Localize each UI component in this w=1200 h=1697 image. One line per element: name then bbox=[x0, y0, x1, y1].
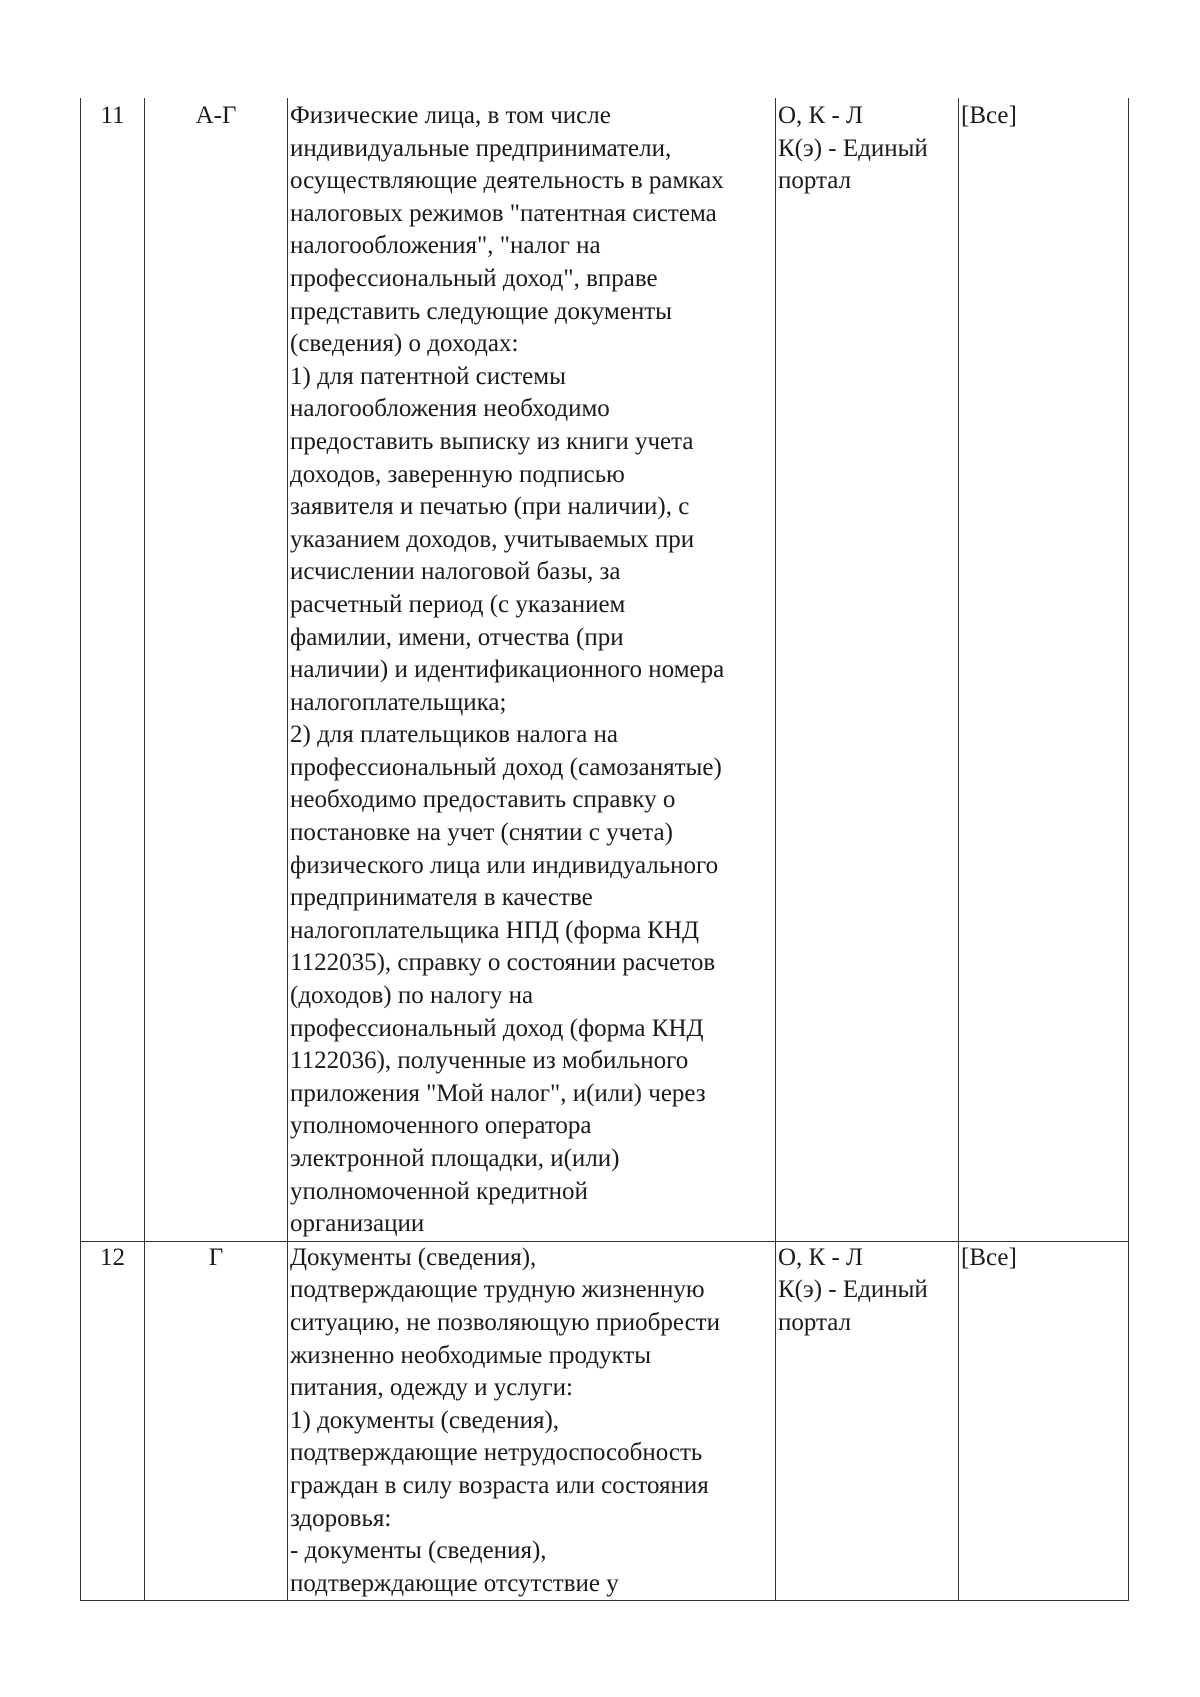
description-line: профессиональный доход (форма КНД bbox=[290, 1014, 704, 1042]
description-line: постановке на учет (снятии с учета) bbox=[290, 819, 673, 847]
description-line: 1122036), полученные из мобильного bbox=[290, 1047, 689, 1075]
submission-form-line: О, К - Л bbox=[778, 102, 864, 129]
applicability-cell bbox=[959, 1241, 1129, 1601]
row-number-cell bbox=[81, 98, 145, 1241]
description-line: электронной площадки, и(или) bbox=[290, 1145, 620, 1172]
category-cell bbox=[145, 98, 288, 1241]
table-row bbox=[81, 98, 1129, 1241]
description-line: налоговых режимов "патентная система bbox=[290, 199, 717, 227]
description-line: налогообложения", "налог на bbox=[290, 232, 601, 260]
description-line: уполномоченного оператора bbox=[290, 1112, 592, 1140]
description-line: (доходов) по налогу на bbox=[290, 982, 534, 1010]
description-line: (сведения) о доходах: bbox=[290, 330, 519, 358]
table-row bbox=[81, 1241, 1129, 1601]
submission-form-line: портал bbox=[778, 1308, 852, 1336]
description-line: - документы (сведения), bbox=[290, 1537, 547, 1565]
description-line: подтверждающие нетрудоспособность bbox=[290, 1439, 703, 1467]
applicability-value: [Все] bbox=[961, 1243, 1017, 1271]
description-line: фамилии, имени, отчества (при bbox=[290, 623, 624, 651]
documents-table bbox=[80, 98, 1129, 1601]
submission-form-line: К(э) - Единый bbox=[778, 134, 928, 162]
description-cell bbox=[288, 1241, 776, 1601]
description-line: индивидуальные предприниматели, bbox=[290, 134, 672, 162]
description-line: подтверждающие отсутствие у bbox=[290, 1569, 619, 1597]
applicability-cell bbox=[959, 98, 1129, 1241]
submission-form-line: портал bbox=[778, 167, 852, 195]
description-line: граждан в силу возраста или состояния bbox=[290, 1471, 709, 1499]
category-code: Г bbox=[208, 1243, 224, 1271]
description-line: налогоплательщика НПД (форма КНД bbox=[290, 916, 700, 944]
description-line: налогоплательщика; bbox=[290, 688, 507, 716]
description-line: расчетный период (с указанием bbox=[290, 590, 626, 618]
description-line: необходимо предоставить справку о bbox=[290, 786, 676, 814]
description-line: 1122035), справку о состоянии расчетов bbox=[290, 949, 716, 977]
submission-form-cell bbox=[776, 98, 959, 1241]
description-line: налогообложения необходимо bbox=[290, 395, 610, 423]
description-line: физического лица или индивидуального bbox=[290, 851, 719, 879]
submission-form-cell bbox=[776, 1241, 959, 1601]
description-line: наличии) и идентификационного номера bbox=[290, 656, 725, 684]
description-line: профессиональный доход (самозанятые) bbox=[290, 753, 722, 781]
description-line: организации bbox=[290, 1210, 425, 1238]
description-line: исчислении налоговой базы, за bbox=[290, 558, 621, 586]
row-number-cell bbox=[81, 1241, 145, 1601]
description-line: профессиональный доход", вправе bbox=[290, 264, 658, 292]
description-line: осуществляющие деятельность в рамках bbox=[290, 167, 724, 195]
description-line: 1) документы (сведения), bbox=[290, 1406, 560, 1434]
submission-form-line: К(э) - Единый bbox=[778, 1276, 928, 1304]
row-number: 12 bbox=[100, 1243, 125, 1271]
description-line: 1) для патентной системы bbox=[290, 362, 566, 390]
description-line: Физические лица, в том числе bbox=[290, 102, 611, 129]
description-line: уполномоченной кредитной bbox=[290, 1177, 588, 1205]
description-line: питания, одежду и услуги: bbox=[290, 1374, 573, 1402]
description-line: жизненно необходимые продукты bbox=[290, 1341, 652, 1369]
description-line: предпринимателя в качестве bbox=[290, 884, 593, 912]
category-cell bbox=[145, 1241, 288, 1601]
description-line: Документы (сведения), bbox=[290, 1243, 537, 1271]
description-line: подтверждающие трудную жизненную bbox=[290, 1276, 705, 1304]
description-line: представить следующие документы bbox=[290, 297, 672, 325]
description-cell bbox=[288, 98, 776, 1241]
description-line: предоставить выписку из книги учета bbox=[290, 427, 694, 455]
description-line: ситуацию, не позволяющую приобрести bbox=[290, 1308, 720, 1336]
description-line: заявителя и печатью (при наличии), с bbox=[290, 493, 690, 521]
description-line: доходов, заверенную подписью bbox=[290, 460, 625, 488]
description-line: указанием доходов, учитываемых при bbox=[290, 525, 695, 553]
row-number: 11 bbox=[100, 102, 125, 129]
category-code: А-Г bbox=[195, 102, 237, 129]
submission-form-line: О, К - Л bbox=[778, 1243, 864, 1271]
description-line: здоровья: bbox=[290, 1504, 392, 1532]
applicability-value: [Все] bbox=[961, 102, 1017, 129]
description-line: приложения "Мой налог", и(или) через bbox=[290, 1079, 706, 1107]
description-line: 2) для плательщиков налога на bbox=[290, 721, 619, 749]
